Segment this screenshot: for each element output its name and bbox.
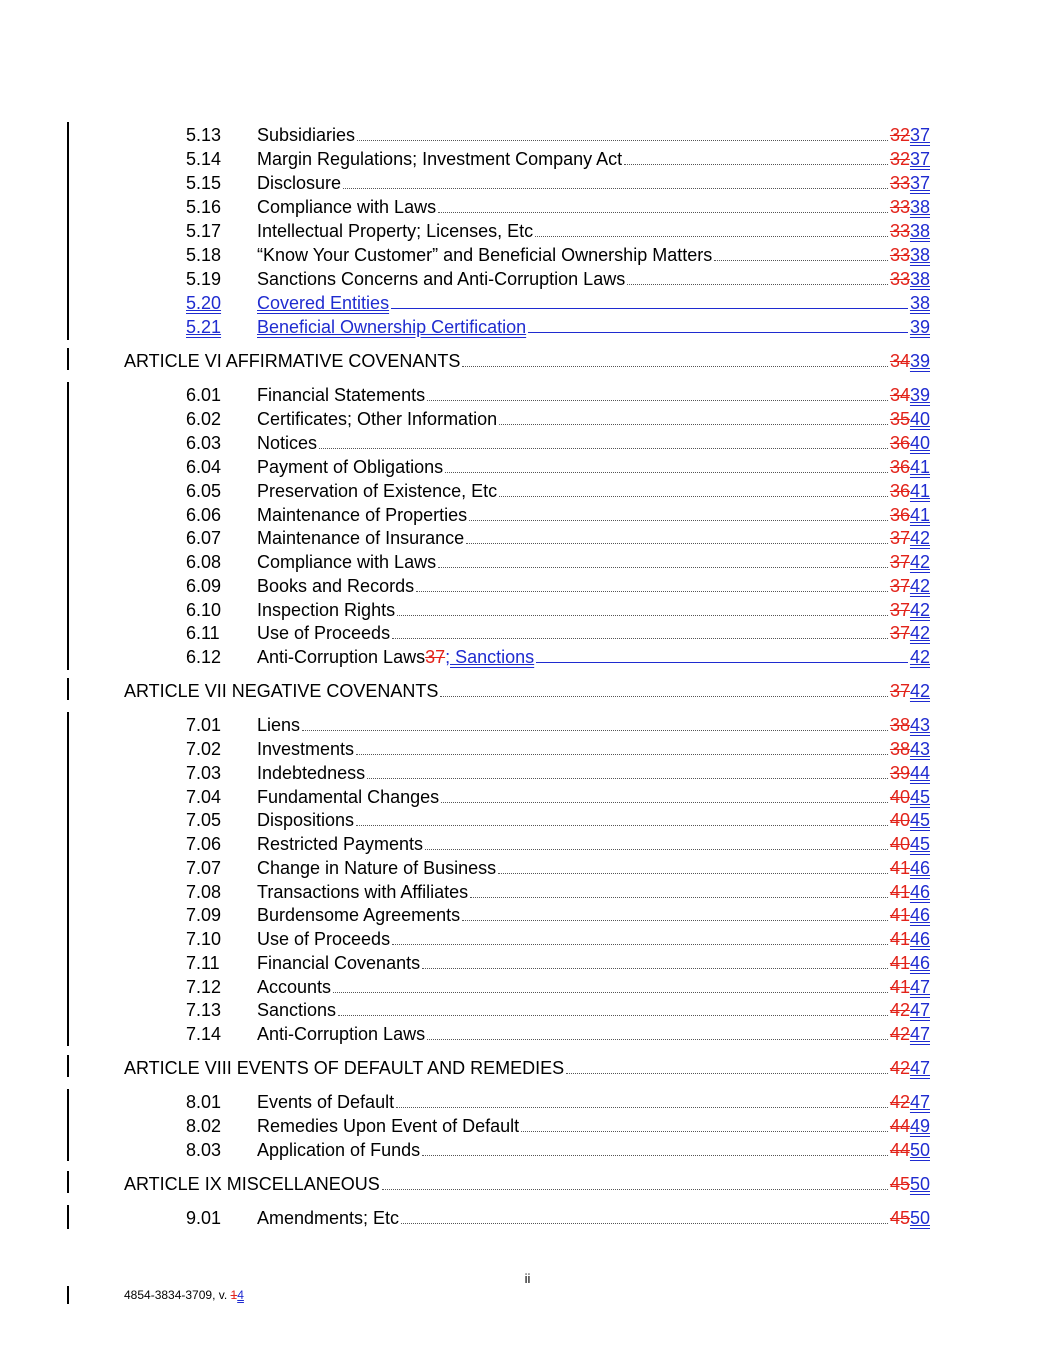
toc-entry[interactable] (186, 881, 930, 903)
section-number: 7.10 (186, 929, 222, 949)
inserted-page-number: 38 (909, 269, 930, 289)
deleted-page-number: 44 (889, 1140, 910, 1160)
section-number: 6.06 (186, 505, 222, 525)
section-number: 6.09 (186, 576, 222, 596)
inserted-page-number: 38 (909, 221, 930, 241)
inserted-page-number: 47 (909, 1000, 930, 1020)
section-title: Accounts (257, 977, 332, 997)
inserted-page-number: 38 (909, 197, 930, 217)
section-number: 7.09 (186, 905, 222, 925)
section-number: 6.05 (186, 481, 222, 501)
toc-article-heading[interactable] (124, 680, 930, 702)
dot-leader (367, 777, 888, 779)
deleted-page-number: 44 (889, 1116, 910, 1136)
section-number: 5.14 (186, 149, 222, 169)
deleted-page-number: 32 (889, 125, 910, 145)
deleted-page-number: 34 (889, 385, 910, 405)
inserted-page-number: 42 (909, 681, 930, 701)
section-title: “Know Your Customer” and Beneficial Ownership Matters (257, 245, 713, 265)
change-bar (67, 712, 69, 1046)
toc-article-heading[interactable] (124, 1173, 930, 1195)
section-title: Disclosure (257, 173, 342, 193)
inserted-page-number: 37 (909, 173, 930, 193)
toc-entry[interactable] (186, 646, 930, 668)
section-title: Anti-Corruption Laws (257, 1024, 426, 1044)
deleted-page-number: 33 (889, 269, 910, 289)
article-title: ARTICLE VIII EVENTS OF DEFAULT AND REMEDIES (124, 1058, 565, 1078)
inserted-page-number: 47 (909, 977, 930, 997)
deleted-page-number: 41 (889, 858, 910, 878)
deleted-page-number: 36 (889, 433, 910, 453)
section-title: Intellectual Property; Licenses, Etc (257, 221, 534, 241)
inserted-page-number: 45 (909, 834, 930, 854)
inserted-page-number: 41 (909, 481, 930, 501)
inserted-page-number: 45 (909, 787, 930, 807)
deleted-page-number: 32 (889, 149, 910, 169)
toc-entry[interactable] (186, 714, 930, 736)
inserted-page-number: 47 (909, 1092, 930, 1112)
section-number: 8.02 (186, 1116, 222, 1136)
dot-leader (425, 848, 888, 850)
dot-leader (416, 590, 888, 592)
article-title: ARTICLE VII NEGATIVE COVENANTS (124, 681, 439, 701)
inserted-page-number: 47 (909, 1024, 930, 1044)
section-number: 6.11 (186, 623, 220, 643)
toc-entry[interactable] (186, 1023, 930, 1045)
deleted-page-number: 39 (889, 763, 910, 783)
inserted-version: 4 (237, 1288, 244, 1302)
toc-entry[interactable] (186, 172, 930, 194)
inserted-page-number: 45 (909, 810, 930, 830)
inserted-page-number: 42 (909, 576, 930, 596)
toc-entry[interactable] (186, 124, 930, 146)
deleted-page-number: 37 (889, 528, 910, 548)
dot-leader (714, 259, 888, 261)
deleted-page-number: 41 (889, 929, 910, 949)
deleted-page-number: 41 (889, 905, 910, 925)
toc-entry[interactable] (186, 622, 930, 644)
deleted-page-number: 40 (889, 834, 910, 854)
inserted-page-number: 46 (909, 929, 930, 949)
deleted-page-number: 37 (889, 623, 910, 643)
section-title: Change in Nature of Business (257, 858, 497, 878)
document-id-text: 4854-3834-3709, v. (124, 1288, 231, 1302)
deleted-page-number: 33 (889, 221, 910, 241)
toc-entry[interactable] (186, 1207, 930, 1229)
article-title: ARTICLE VI AFFIRMATIVE COVENANTS (124, 351, 461, 371)
article-title: ARTICLE IX MISCELLANEOUS (124, 1174, 380, 1194)
change-bar (67, 1286, 69, 1304)
toc-entry[interactable] (186, 904, 930, 926)
section-number: 9.01 (186, 1208, 222, 1228)
toc-entry[interactable] (186, 952, 930, 974)
deleted-page-number: 41 (889, 977, 910, 997)
inserted-page-number: 39 (909, 385, 930, 405)
section-number: 6.02 (186, 409, 222, 429)
toc-entry[interactable] (186, 1115, 930, 1137)
inserted-page-number: 50 (909, 1208, 930, 1228)
toc-entry[interactable] (186, 599, 930, 621)
section-number: 5.21 (186, 317, 222, 337)
change-bar (67, 348, 69, 370)
section-title: Sanctions Concerns and Anti-Corruption Laws (257, 269, 626, 289)
toc-entry[interactable] (186, 527, 930, 549)
document-id (124, 1288, 244, 1302)
section-number: 7.11 (186, 953, 220, 973)
inserted-page-number: 41 (909, 505, 930, 525)
dot-leader (357, 139, 888, 141)
toc-entry[interactable] (186, 762, 930, 784)
section-number: 6.01 (186, 385, 222, 405)
section-title: Books and Records (257, 576, 415, 596)
section-number: 7.01 (186, 715, 222, 735)
section-number: 8.01 (186, 1092, 222, 1112)
section-title: Maintenance of Insurance (257, 528, 465, 548)
dot-leader (427, 1038, 888, 1040)
section-title: Compliance with Laws (257, 197, 437, 217)
deleted-page-number: 40 (889, 787, 910, 807)
section-number: 5.19 (186, 269, 222, 289)
section-title: Financial Statements (257, 385, 426, 405)
section-number: 7.07 (186, 858, 222, 878)
section-number: 5.20 (186, 293, 222, 313)
dot-leader (498, 872, 888, 874)
section-number: 8.03 (186, 1140, 222, 1160)
deleted-page-number: 41 (889, 953, 910, 973)
section-title: Sanctions (257, 1000, 337, 1020)
section-title: Covered Entities (257, 293, 390, 313)
toc-entry[interactable] (186, 809, 930, 831)
toc-article-heading[interactable] (124, 1057, 930, 1079)
change-bar (67, 1171, 69, 1193)
dot-leader (462, 919, 888, 921)
deleted-page-number: 42 (889, 1092, 910, 1112)
section-title: Maintenance of Properties (257, 505, 468, 525)
inserted-page-number: 42 (909, 600, 930, 620)
deleted-page-number: 33 (889, 173, 910, 193)
deleted-page-number: 36 (889, 505, 910, 525)
toc-entry[interactable] (186, 976, 930, 998)
inserted-page-number: 39 (909, 351, 930, 371)
change-bar (67, 1205, 69, 1229)
inserted-page-number: 44 (909, 763, 930, 783)
section-title: Liens (257, 715, 301, 735)
section-number: 7.02 (186, 739, 222, 759)
dot-leader (356, 824, 888, 826)
section-title: Margin Regulations; Investment Company Act (257, 149, 623, 169)
section-number: 7.13 (186, 1000, 222, 1020)
toc-entry[interactable] (186, 575, 930, 597)
section-title: Events of Default (257, 1092, 395, 1112)
toc-entry[interactable] (186, 551, 930, 573)
section-number: 6.07 (186, 528, 222, 548)
section-title: Burdensome Agreements (257, 905, 461, 925)
dot-leader (624, 163, 888, 165)
toc-entry[interactable] (186, 738, 930, 760)
dot-leader (343, 187, 888, 189)
inserted-page-number: 37 (909, 149, 930, 169)
inserted-page-number: 46 (909, 882, 930, 902)
section-title: Beneficial Ownership Certification (257, 317, 527, 337)
dot-leader (302, 729, 888, 731)
dot-leader (499, 423, 888, 425)
inserted-page-number: 42 (909, 528, 930, 548)
deleted-page-number: 40 (889, 810, 910, 830)
inserted-page-number: 38 (909, 245, 930, 265)
section-number: 5.15 (186, 173, 222, 193)
deleted-page-number: 42 (889, 1000, 910, 1020)
section-number: 7.12 (186, 977, 222, 997)
section-title: Application of Funds (257, 1140, 421, 1160)
section-number: 7.14 (186, 1024, 222, 1044)
toc-entry[interactable] (186, 480, 930, 502)
inserted-page-number: 41 (909, 457, 930, 477)
dot-leader (338, 1014, 888, 1016)
dot-leader (462, 365, 888, 367)
dot-leader (469, 519, 888, 521)
toc-entry[interactable] (186, 148, 930, 170)
dot-leader (470, 896, 888, 898)
dot-leader (566, 1072, 888, 1074)
inserted-page-number: 37 (909, 125, 930, 145)
deleted-page-number: 42 (889, 1058, 910, 1078)
solid-leader (391, 307, 908, 309)
toc-entry[interactable] (186, 268, 930, 290)
section-title: Certificates; Other Information (257, 409, 498, 429)
dot-leader (356, 753, 888, 755)
section-number: 7.06 (186, 834, 222, 854)
page-number: ii (524, 1271, 531, 1286)
toc-entry[interactable] (186, 384, 930, 406)
dot-leader (466, 542, 888, 544)
dot-leader (440, 695, 888, 697)
section-title: Transactions with Affiliates (257, 882, 469, 902)
toc-entry[interactable] (186, 928, 930, 950)
deleted-page-number: 33 (889, 197, 910, 217)
inserted-page-number: 40 (909, 409, 930, 429)
section-number: 6.10 (186, 600, 222, 620)
inserted-page-number: 46 (909, 953, 930, 973)
section-title: Use of Proceeds (257, 929, 391, 949)
section-title: Fundamental Changes (257, 787, 440, 807)
deleted-page-number: 38 (889, 739, 910, 759)
change-bar (67, 382, 69, 670)
dot-leader (535, 235, 888, 237)
inserted-page-number: 38 (909, 293, 930, 313)
section-title: Use of Proceeds (257, 623, 391, 643)
section-title: Financial Covenants (257, 953, 421, 973)
toc-article-heading[interactable] (124, 350, 930, 372)
dot-leader (319, 447, 888, 449)
inserted-page-number: 46 (909, 858, 930, 878)
section-number: 6.12 (186, 647, 222, 667)
toc-entry[interactable] (186, 196, 930, 218)
solid-leader (536, 661, 908, 663)
toc-entry[interactable] (186, 833, 930, 855)
change-bar (67, 122, 69, 340)
dot-leader (333, 991, 888, 993)
dot-leader (392, 637, 888, 639)
deleted-page-number: 45 (889, 1174, 910, 1194)
section-number: 6.08 (186, 552, 222, 572)
section-number: 5.17 (186, 221, 222, 241)
change-bar (67, 1089, 69, 1161)
dot-leader (397, 614, 888, 616)
section-number: 6.03 (186, 433, 222, 453)
deleted-page-number: 45 (889, 1208, 910, 1228)
deleted-page-number: 37 (889, 681, 910, 701)
inserted-page-number: 49 (909, 1116, 930, 1136)
dot-leader (382, 1188, 888, 1190)
dot-leader (427, 399, 888, 401)
deleted-page-number: 36 (889, 481, 910, 501)
dot-leader (445, 471, 888, 473)
inserted-page-number: 50 (909, 1140, 930, 1160)
deleted-page-number: 42 (889, 1024, 910, 1044)
toc-entry[interactable] (186, 456, 930, 478)
deleted-page-number: 33 (889, 245, 910, 265)
deleted-version: 1 (230, 1288, 238, 1302)
toc-entry[interactable] (186, 408, 930, 430)
inserted-title-text: ; Sanctions (445, 647, 535, 667)
section-number: 5.16 (186, 197, 222, 217)
dot-leader (396, 1106, 888, 1108)
inserted-page-number: 46 (909, 905, 930, 925)
inserted-page-number: 42 (909, 623, 930, 643)
deleted-page-number: 38 (889, 715, 910, 735)
section-title: Indebtedness (257, 763, 366, 783)
dot-leader (422, 967, 888, 969)
toc-entry-inserted[interactable] (186, 316, 930, 338)
toc-entry[interactable] (186, 432, 930, 454)
change-bar (67, 678, 69, 700)
section-title: Investments (257, 739, 355, 759)
toc-entry[interactable] (186, 220, 930, 242)
section-number: 7.03 (186, 763, 222, 783)
section-number: 5.18 (186, 245, 222, 265)
dot-leader (499, 495, 888, 497)
section-title: Dispositions (257, 810, 355, 830)
deleted-page-number: 37 (889, 600, 910, 620)
deleted-page-number: 35 (889, 409, 910, 429)
toc-entry[interactable] (186, 786, 930, 808)
section-number: 7.05 (186, 810, 222, 830)
dot-leader (441, 801, 888, 803)
deleted-page-number: 41 (889, 882, 910, 902)
dot-leader (422, 1154, 888, 1156)
section-number: 7.08 (186, 882, 222, 902)
inserted-page-number: 42 (909, 647, 930, 667)
deleted-page-number: 34 (889, 351, 910, 371)
dot-leader (627, 283, 888, 285)
dot-leader (392, 943, 888, 945)
inserted-page-number: 47 (909, 1058, 930, 1078)
section-number: 7.04 (186, 787, 222, 807)
section-title: Subsidiaries (257, 125, 356, 145)
change-bar (67, 1055, 69, 1077)
inserted-page-number: 43 (909, 715, 930, 735)
section-title: Notices (257, 433, 318, 453)
toc-entry[interactable] (186, 857, 930, 879)
inserted-page-number: 40 (909, 433, 930, 453)
deleted-page-number: 37 (889, 552, 910, 572)
solid-leader (528, 331, 908, 333)
dot-leader (438, 566, 888, 568)
toc-entry[interactable] (186, 1139, 930, 1161)
section-title: Compliance with Laws (257, 552, 437, 572)
toc-entry[interactable] (186, 504, 930, 526)
deleted-page-number: 37 (889, 576, 910, 596)
section-title: Payment of Obligations (257, 457, 444, 477)
inserted-page-number: 50 (909, 1174, 930, 1194)
inserted-page-number: 42 (909, 552, 930, 572)
section-title: Anti-Corruption Laws (257, 647, 426, 667)
section-title: Remedies Upon Event of Default (257, 1116, 520, 1136)
dot-leader (401, 1222, 888, 1224)
section-title: Inspection Rights (257, 600, 396, 620)
dot-leader (438, 211, 888, 213)
toc-entry[interactable] (186, 1091, 930, 1113)
section-title: Amendments; Etc (257, 1208, 400, 1228)
dot-leader (521, 1130, 888, 1132)
section-number: 6.04 (186, 457, 222, 477)
section-title: Preservation of Existence, Etc (257, 481, 498, 501)
section-number: 5.13 (186, 125, 222, 145)
deleted-page-number: 36 (889, 457, 910, 477)
toc-entry-inserted[interactable] (186, 292, 930, 314)
toc-entry[interactable] (186, 999, 930, 1021)
inserted-page-number: 39 (909, 317, 930, 337)
inserted-page-number: 43 (909, 739, 930, 759)
deleted-page-number: 37 (425, 647, 446, 667)
toc-entry[interactable] (186, 244, 930, 266)
section-title: Restricted Payments (257, 834, 424, 854)
